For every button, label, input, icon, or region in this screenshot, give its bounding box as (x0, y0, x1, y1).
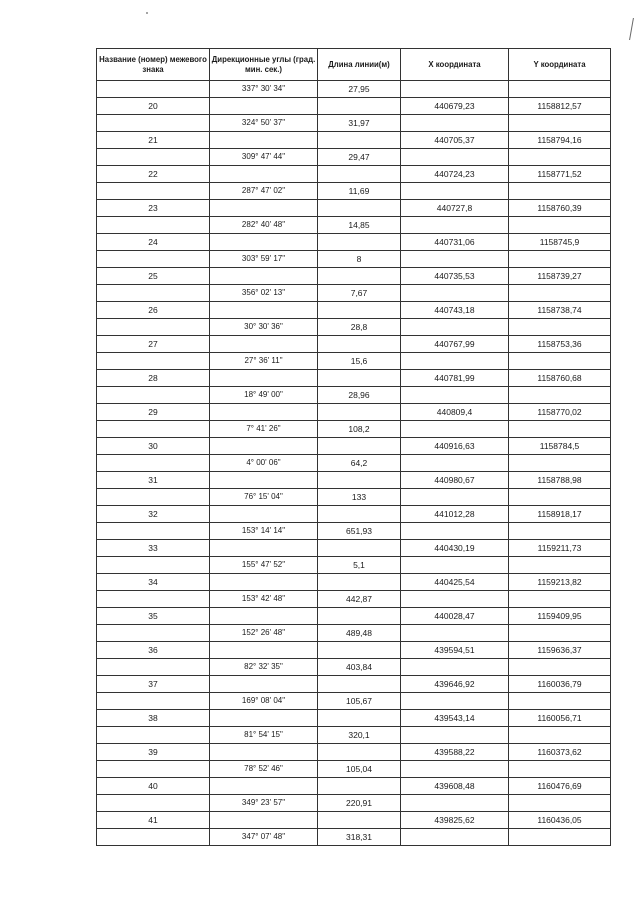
direction-angle-cell: 27° 36' 11" (210, 353, 318, 370)
line-length-cell: 29,47 (318, 149, 401, 166)
x-coordinate-cell: 440781,99 (401, 370, 509, 387)
y-coordinate-cell: 1158784,5 (509, 438, 611, 455)
header-point-name: Название (номер) межевого знака (97, 49, 210, 81)
table-row-segment (97, 829, 611, 846)
empty-cell (97, 115, 210, 132)
table-row-point (97, 710, 611, 727)
table-row-point (97, 608, 611, 625)
empty-cell (318, 302, 401, 319)
x-coordinate-cell: 440430,19 (401, 540, 509, 557)
table-row-point (97, 336, 611, 353)
empty-cell (509, 659, 611, 676)
empty-cell (318, 710, 401, 727)
empty-cell (97, 183, 210, 200)
empty-cell (509, 523, 611, 540)
line-length-cell: 28,96 (318, 387, 401, 404)
table-row-segment (97, 523, 611, 540)
empty-cell (97, 659, 210, 676)
empty-cell (97, 217, 210, 234)
table-row-segment (97, 353, 611, 370)
direction-angle-cell: 152° 26' 48" (210, 625, 318, 642)
empty-cell (210, 744, 318, 761)
empty-cell (210, 132, 318, 149)
table-row-point (97, 166, 611, 183)
header-y-coordinate: Y координата (509, 49, 611, 81)
point-name-cell: 34 (97, 574, 210, 591)
line-length-cell: 31,97 (318, 115, 401, 132)
empty-cell (210, 370, 318, 387)
empty-cell (210, 336, 318, 353)
line-length-cell: 651,93 (318, 523, 401, 540)
y-coordinate-cell: 1158771,52 (509, 166, 611, 183)
empty-cell (318, 778, 401, 795)
empty-cell (97, 557, 210, 574)
direction-angle-cell: 81° 54' 15" (210, 727, 318, 744)
y-coordinate-cell: 1159636,37 (509, 642, 611, 659)
empty-cell (401, 829, 509, 846)
point-name-cell: 30 (97, 438, 210, 455)
table-row-point (97, 302, 611, 319)
empty-cell (318, 438, 401, 455)
empty-cell (97, 455, 210, 472)
empty-cell (318, 234, 401, 251)
table-row-segment (97, 489, 611, 506)
y-coordinate-cell: 1158770,02 (509, 404, 611, 421)
table-row-segment (97, 625, 611, 642)
line-length-cell: 27,95 (318, 81, 401, 98)
coordinates-sheet (96, 48, 610, 846)
line-length-cell: 403,84 (318, 659, 401, 676)
empty-cell (318, 744, 401, 761)
direction-angle-cell: 78° 52' 46" (210, 761, 318, 778)
empty-cell (401, 353, 509, 370)
empty-cell (509, 149, 611, 166)
table-row-segment (97, 149, 611, 166)
empty-cell (210, 642, 318, 659)
empty-cell (318, 642, 401, 659)
empty-cell (509, 251, 611, 268)
empty-cell (210, 302, 318, 319)
line-length-cell: 7,67 (318, 285, 401, 302)
empty-cell (210, 506, 318, 523)
empty-cell (509, 455, 611, 472)
table-row-segment (97, 217, 611, 234)
line-length-cell: 5,1 (318, 557, 401, 574)
empty-cell (97, 761, 210, 778)
point-name-cell: 23 (97, 200, 210, 217)
x-coordinate-cell: 439608,48 (401, 778, 509, 795)
table-row-segment (97, 183, 611, 200)
empty-cell (97, 625, 210, 642)
empty-cell (509, 183, 611, 200)
point-name-cell: 41 (97, 812, 210, 829)
line-length-cell: 28,8 (318, 319, 401, 336)
table-row-point (97, 744, 611, 761)
point-name-cell: 31 (97, 472, 210, 489)
empty-cell (509, 319, 611, 336)
x-coordinate-cell: 440743,18 (401, 302, 509, 319)
x-coordinate-cell: 439646,92 (401, 676, 509, 693)
direction-angle-cell: 155° 47' 52" (210, 557, 318, 574)
line-length-cell: 105,04 (318, 761, 401, 778)
x-coordinate-cell: 439543,14 (401, 710, 509, 727)
boundary-coordinates-table (96, 48, 611, 846)
empty-cell (401, 387, 509, 404)
empty-cell (318, 166, 401, 183)
y-coordinate-cell: 1158745,9 (509, 234, 611, 251)
line-length-cell: 489,48 (318, 625, 401, 642)
empty-cell (401, 693, 509, 710)
empty-cell (97, 319, 210, 336)
direction-angle-cell: 7° 41' 26" (210, 421, 318, 438)
point-name-cell: 39 (97, 744, 210, 761)
point-name-cell: 28 (97, 370, 210, 387)
empty-cell (97, 81, 210, 98)
line-length-cell: 220,91 (318, 795, 401, 812)
table-row-point (97, 472, 611, 489)
line-length-cell: 15,6 (318, 353, 401, 370)
y-coordinate-cell: 1158760,39 (509, 200, 611, 217)
table-row-segment (97, 319, 611, 336)
line-length-cell: 105,67 (318, 693, 401, 710)
empty-cell (401, 591, 509, 608)
line-length-cell: 11,69 (318, 183, 401, 200)
empty-cell (509, 353, 611, 370)
empty-cell (210, 676, 318, 693)
table-row-point (97, 778, 611, 795)
empty-cell (318, 472, 401, 489)
table-row-segment (97, 693, 611, 710)
table-row-segment (97, 591, 611, 608)
empty-cell (318, 506, 401, 523)
empty-cell (509, 829, 611, 846)
point-name-cell: 20 (97, 98, 210, 115)
empty-cell (97, 285, 210, 302)
empty-cell (401, 81, 509, 98)
x-coordinate-cell: 440727,8 (401, 200, 509, 217)
table-row-segment (97, 659, 611, 676)
direction-angle-cell: 324° 50' 37" (210, 115, 318, 132)
empty-cell (210, 812, 318, 829)
empty-cell (318, 676, 401, 693)
direction-angle-cell: 356° 02' 13" (210, 285, 318, 302)
table-row-point (97, 676, 611, 693)
empty-cell (210, 438, 318, 455)
point-name-cell: 25 (97, 268, 210, 285)
line-length-cell: 64,2 (318, 455, 401, 472)
x-coordinate-cell: 440916,63 (401, 438, 509, 455)
x-coordinate-cell: 441012,28 (401, 506, 509, 523)
empty-cell (401, 455, 509, 472)
direction-angle-cell: 347° 07' 48" (210, 829, 318, 846)
line-length-cell: 442,87 (318, 591, 401, 608)
point-name-cell: 36 (97, 642, 210, 659)
empty-cell (401, 795, 509, 812)
table-body (97, 81, 611, 846)
table-row-point (97, 540, 611, 557)
y-coordinate-cell: 1160056,71 (509, 710, 611, 727)
empty-cell (318, 404, 401, 421)
x-coordinate-cell: 440767,99 (401, 336, 509, 353)
direction-angle-cell: 18° 49' 00" (210, 387, 318, 404)
y-coordinate-cell: 1160476,69 (509, 778, 611, 795)
empty-cell (97, 387, 210, 404)
empty-cell (97, 523, 210, 540)
table-row-point (97, 234, 611, 251)
direction-angle-cell: 303° 59' 17" (210, 251, 318, 268)
x-coordinate-cell: 440425,54 (401, 574, 509, 591)
y-coordinate-cell: 1159211,73 (509, 540, 611, 557)
empty-cell (210, 98, 318, 115)
empty-cell (97, 829, 210, 846)
y-coordinate-cell: 1159409,95 (509, 608, 611, 625)
empty-cell (401, 761, 509, 778)
empty-cell (401, 251, 509, 268)
empty-cell (318, 370, 401, 387)
empty-cell (401, 115, 509, 132)
empty-cell (210, 200, 318, 217)
direction-angle-cell: 153° 14' 14" (210, 523, 318, 540)
empty-cell (97, 591, 210, 608)
direction-angle-cell: 349° 23' 57" (210, 795, 318, 812)
y-coordinate-cell: 1158812,57 (509, 98, 611, 115)
empty-cell (401, 421, 509, 438)
y-coordinate-cell: 1158794,16 (509, 132, 611, 149)
empty-cell (318, 608, 401, 625)
empty-cell (97, 149, 210, 166)
x-coordinate-cell: 440724,23 (401, 166, 509, 183)
table-row-segment (97, 115, 611, 132)
table-row-point (97, 268, 611, 285)
empty-cell (210, 472, 318, 489)
empty-cell (210, 778, 318, 795)
point-name-cell: 38 (97, 710, 210, 727)
table-row-point (97, 370, 611, 387)
empty-cell (401, 319, 509, 336)
point-name-cell: 40 (97, 778, 210, 795)
x-coordinate-cell: 439594,51 (401, 642, 509, 659)
empty-cell (97, 353, 210, 370)
y-coordinate-cell: 1158738,74 (509, 302, 611, 319)
table-row-segment (97, 81, 611, 98)
table-row-segment (97, 455, 611, 472)
line-length-cell: 318,31 (318, 829, 401, 846)
direction-angle-cell: 282° 40' 48" (210, 217, 318, 234)
table-row-segment (97, 727, 611, 744)
empty-cell (401, 149, 509, 166)
table-row-segment (97, 387, 611, 404)
empty-cell (210, 166, 318, 183)
empty-cell (97, 421, 210, 438)
x-coordinate-cell: 440731,06 (401, 234, 509, 251)
empty-cell (509, 285, 611, 302)
empty-cell (318, 98, 401, 115)
table-row-point (97, 438, 611, 455)
y-coordinate-cell: 1159213,82 (509, 574, 611, 591)
empty-cell (210, 710, 318, 727)
table-row-segment (97, 795, 611, 812)
x-coordinate-cell: 439825,62 (401, 812, 509, 829)
y-coordinate-cell: 1158918,17 (509, 506, 611, 523)
y-coordinate-cell: 1160036,79 (509, 676, 611, 693)
empty-cell (509, 387, 611, 404)
table-row-point (97, 404, 611, 421)
empty-cell (509, 727, 611, 744)
empty-cell (509, 217, 611, 234)
line-length-cell: 108,2 (318, 421, 401, 438)
empty-cell (509, 489, 611, 506)
empty-cell (210, 540, 318, 557)
x-coordinate-cell: 440980,67 (401, 472, 509, 489)
point-name-cell: 27 (97, 336, 210, 353)
empty-cell (401, 659, 509, 676)
empty-cell (318, 268, 401, 285)
point-name-cell: 21 (97, 132, 210, 149)
empty-cell (509, 557, 611, 574)
x-coordinate-cell: 440735,53 (401, 268, 509, 285)
empty-cell (401, 557, 509, 574)
y-coordinate-cell: 1158788,98 (509, 472, 611, 489)
point-name-cell: 32 (97, 506, 210, 523)
table-row-point (97, 200, 611, 217)
table-row-segment (97, 251, 611, 268)
line-length-cell: 320,1 (318, 727, 401, 744)
empty-cell (210, 268, 318, 285)
empty-cell (97, 251, 210, 268)
empty-cell (318, 132, 401, 149)
table-row-point (97, 574, 611, 591)
direction-angle-cell: 76° 15' 04" (210, 489, 318, 506)
line-length-cell: 8 (318, 251, 401, 268)
empty-cell (401, 523, 509, 540)
table-row-segment (97, 557, 611, 574)
empty-cell (318, 336, 401, 353)
table-row-point (97, 132, 611, 149)
empty-cell (97, 693, 210, 710)
empty-cell (210, 608, 318, 625)
direction-angle-cell: 4° 00' 06" (210, 455, 318, 472)
x-coordinate-cell: 439588,22 (401, 744, 509, 761)
y-coordinate-cell: 1158739,27 (509, 268, 611, 285)
empty-cell (210, 574, 318, 591)
empty-cell (509, 115, 611, 132)
scan-speck (146, 12, 148, 14)
empty-cell (401, 489, 509, 506)
line-length-cell: 133 (318, 489, 401, 506)
point-name-cell: 22 (97, 166, 210, 183)
table-row-point (97, 812, 611, 829)
empty-cell (401, 625, 509, 642)
direction-angle-cell: 309° 47' 44" (210, 149, 318, 166)
empty-cell (210, 234, 318, 251)
header-line-length: Длина линии(м) (318, 49, 401, 81)
empty-cell (318, 812, 401, 829)
empty-cell (509, 591, 611, 608)
point-name-cell: 29 (97, 404, 210, 421)
header-direction-angle: Дирекционные углы (град. мин. сек.) (210, 49, 318, 81)
empty-cell (509, 81, 611, 98)
y-coordinate-cell: 1160436,05 (509, 812, 611, 829)
empty-cell (401, 217, 509, 234)
table-row-segment (97, 761, 611, 778)
table-header-row (97, 49, 611, 81)
header-x-coordinate: X координата (401, 49, 509, 81)
x-coordinate-cell: 440809,4 (401, 404, 509, 421)
empty-cell (318, 574, 401, 591)
empty-cell (97, 489, 210, 506)
table-row-point (97, 642, 611, 659)
table-row-segment (97, 421, 611, 438)
empty-cell (509, 421, 611, 438)
empty-cell (509, 693, 611, 710)
empty-cell (401, 183, 509, 200)
x-coordinate-cell: 440705,37 (401, 132, 509, 149)
table-row-point (97, 98, 611, 115)
empty-cell (509, 795, 611, 812)
direction-angle-cell: 153° 42' 48" (210, 591, 318, 608)
direction-angle-cell: 287° 47' 02" (210, 183, 318, 200)
y-coordinate-cell: 1158760,68 (509, 370, 611, 387)
direction-angle-cell: 169° 08' 04" (210, 693, 318, 710)
empty-cell (318, 200, 401, 217)
point-name-cell: 24 (97, 234, 210, 251)
empty-cell (210, 404, 318, 421)
scan-margin-mark (629, 18, 640, 40)
empty-cell (318, 540, 401, 557)
direction-angle-cell: 337° 30' 34" (210, 81, 318, 98)
point-name-cell: 33 (97, 540, 210, 557)
empty-cell (509, 761, 611, 778)
x-coordinate-cell: 440679,23 (401, 98, 509, 115)
y-coordinate-cell: 1158753,36 (509, 336, 611, 353)
x-coordinate-cell: 440028,47 (401, 608, 509, 625)
empty-cell (509, 625, 611, 642)
table-row-segment (97, 285, 611, 302)
empty-cell (97, 727, 210, 744)
direction-angle-cell: 82° 32' 35" (210, 659, 318, 676)
empty-cell (401, 727, 509, 744)
y-coordinate-cell: 1160373,62 (509, 744, 611, 761)
table-row-point (97, 506, 611, 523)
line-length-cell: 14,85 (318, 217, 401, 234)
point-name-cell: 35 (97, 608, 210, 625)
point-name-cell: 37 (97, 676, 210, 693)
empty-cell (97, 795, 210, 812)
empty-cell (401, 285, 509, 302)
direction-angle-cell: 30° 30' 36" (210, 319, 318, 336)
point-name-cell: 26 (97, 302, 210, 319)
